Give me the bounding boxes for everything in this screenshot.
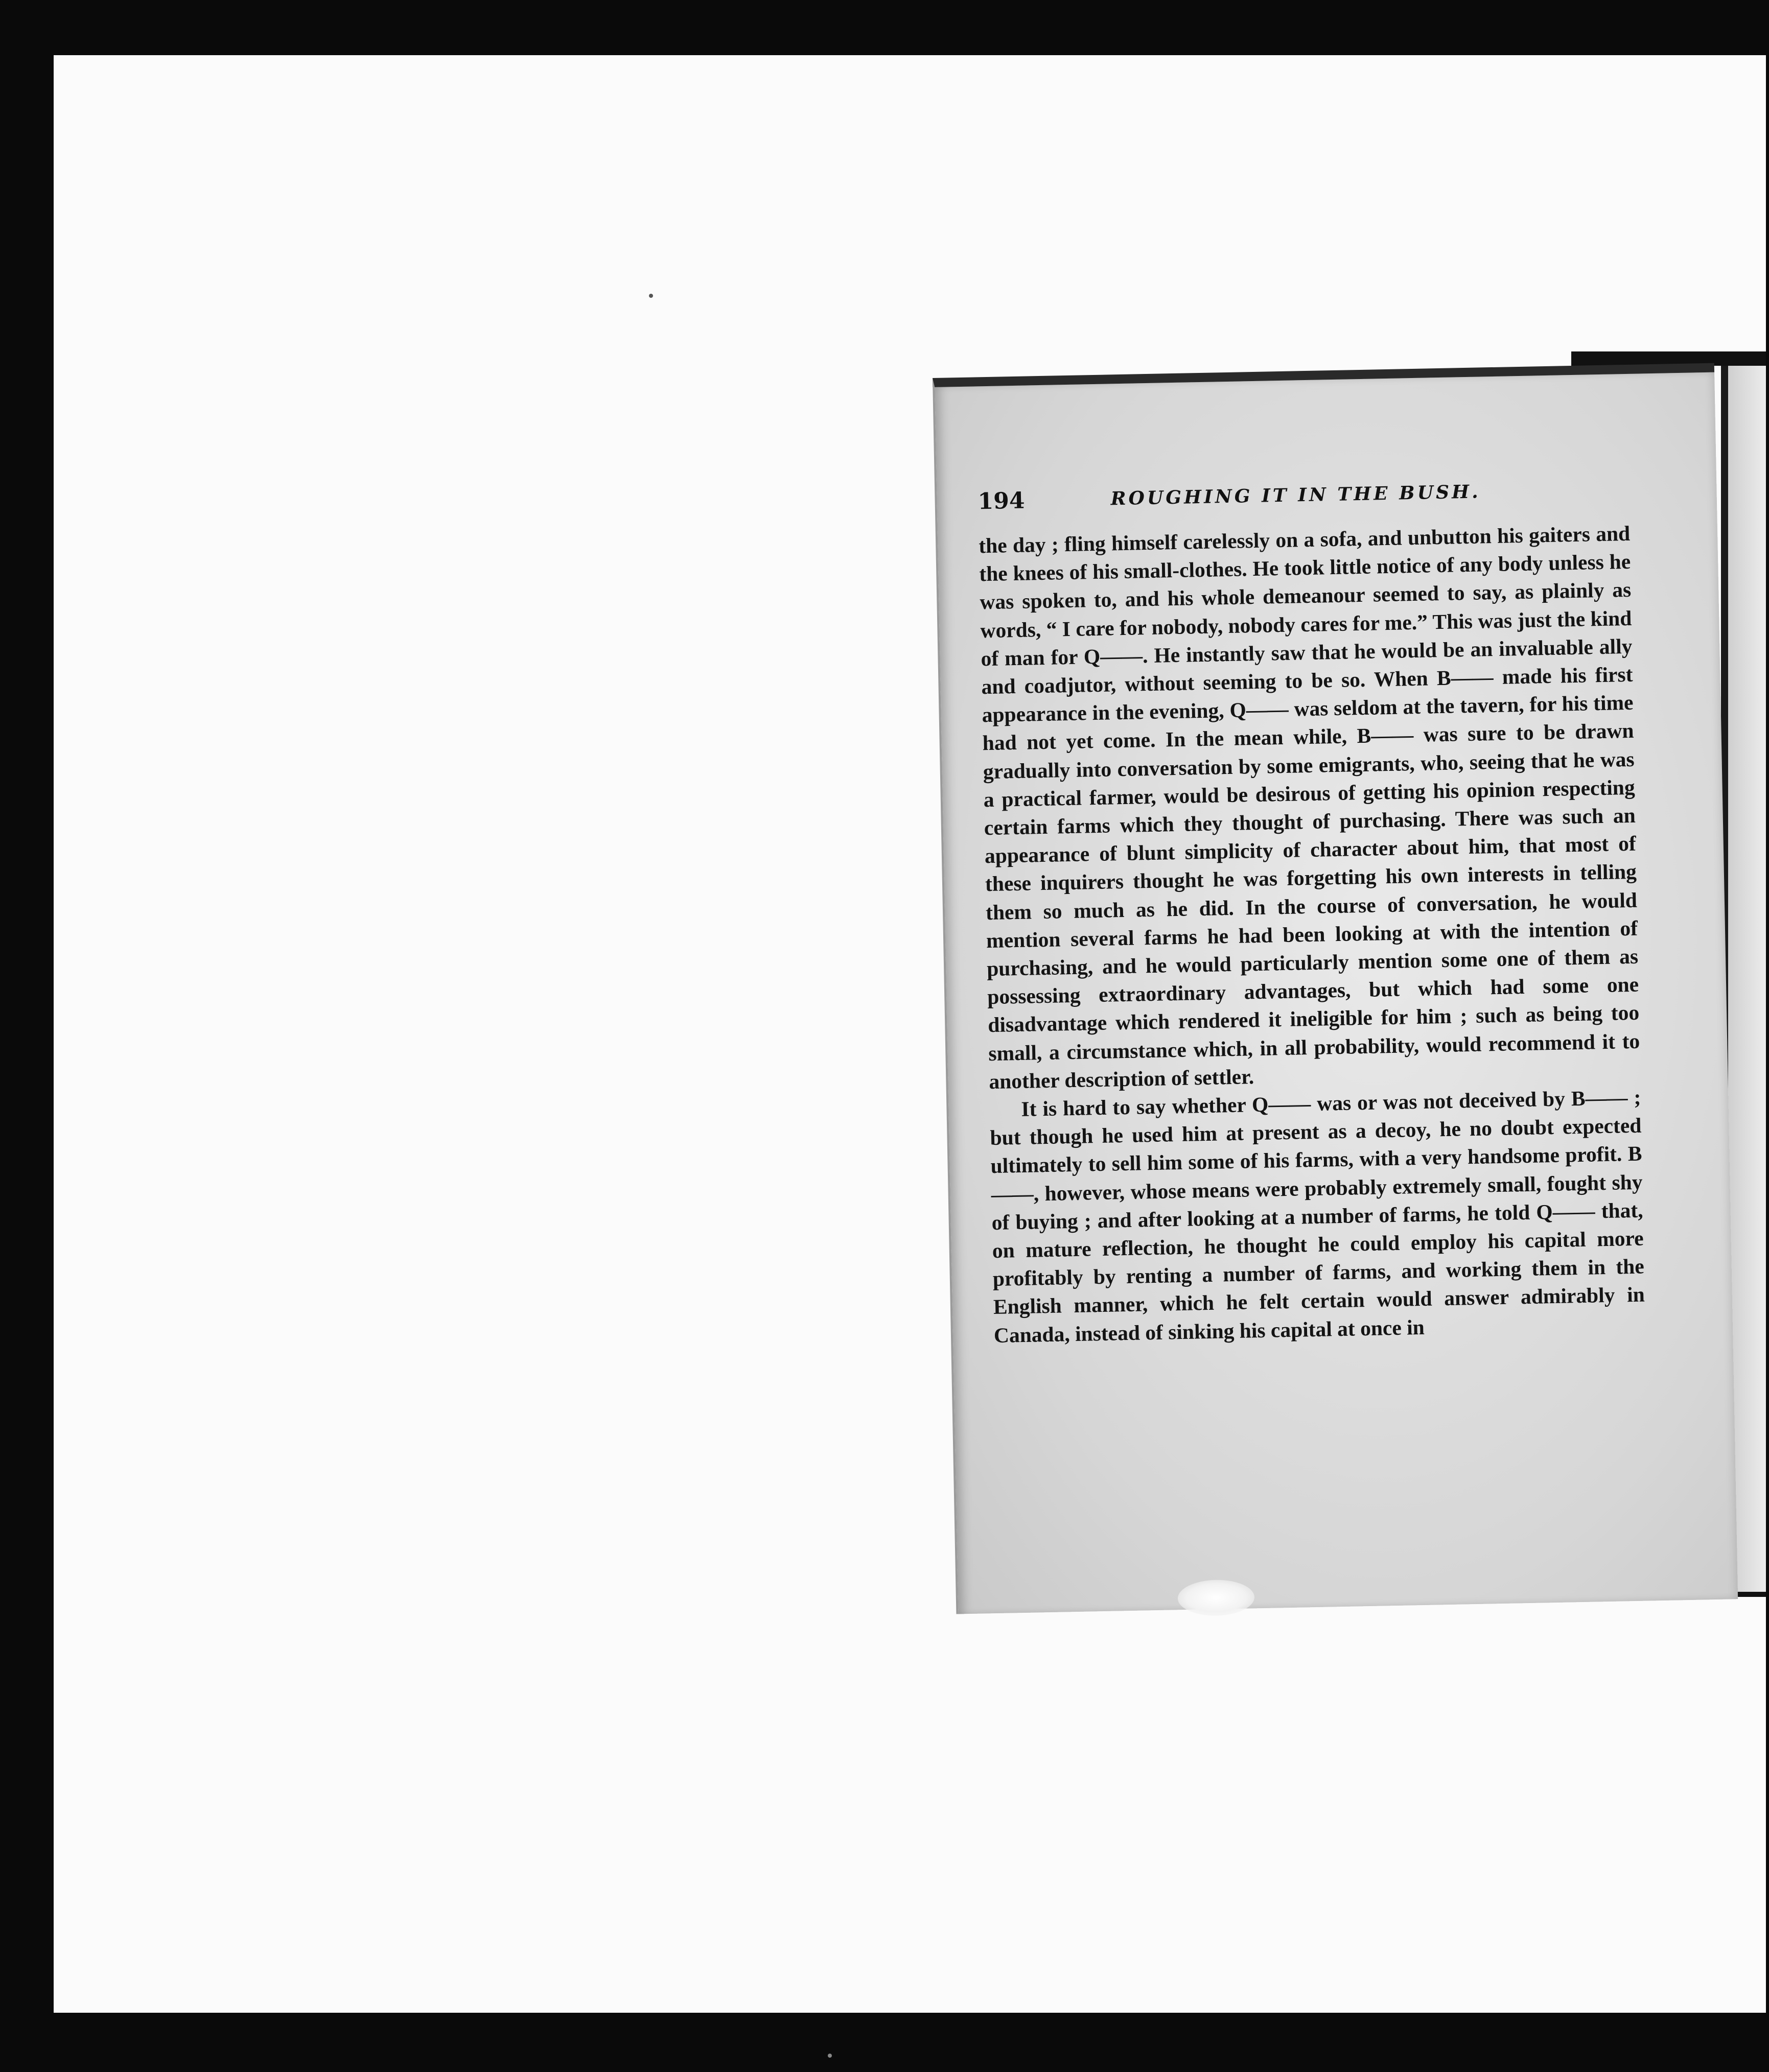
paragraph-2: It is hard to say whether Q—— was or was not deceived by B—— ; but though he used him at present as a decoy, he no doubt expected ultimately to sell him some of his farms, with a very handsome profit. B——, however, whose means were probably extremely small, fought shy of buying ; and after looking at a number of farms, he told Q—— that, on mature reflection, he thought he could employ his capital more profitably by renting a number of farms, and working them in the English manner, which he felt certain would answer admirably in Canada, instead of sinking his capital at once in [990, 1085, 1645, 1347]
book-page [933, 363, 1738, 1614]
film-speck [649, 294, 653, 298]
running-head-title: ROUGHING IT IN THE BUSH. [1110, 481, 1481, 510]
paragraph-1: the day ; fling himself carelessly on a sofa, and unbutton his gaiters and the knees of his small-clothes. He took little notice of any body unless he was spoken to, and his whole demeanour seemed to say, as plainly as words, “ I care for nobody, nobody cares for me.” This was just the kind of man for Q——. He instantly saw that he would be an invaluable ally and coadjutor, without seeming to be so. When B—— made his first appearance in the evening, Q—— was seldom at the tavern, for his time had not yet come. In the mean while, B—— was sure to be drawn gradually into conversation by some emigrants, who, seeing that he was a practical farmer, would be desirous of getting his opinion respecting certain farms which they thought of purchasing. There was such an appearance of blunt simplicity of character about him, that most of these inquirers thought he was forgetting his own interests in telling them so much as he did. In the course of conversation, he would mention several farms he had been looking at with the intention of purchasing, and he would particularly mention some one of them as possessing extraordinary advantages, but which had some one disadvantage which rendered it ineligible for him ; such as being too small, a circumstance which, in all probability, would recommend it to another description of settler. [978, 521, 1640, 1093]
page-number: 194 [977, 487, 1025, 515]
microfilm-frame-left [0, 0, 54, 2072]
microfilm-frame-top [0, 0, 1769, 55]
running-head [977, 476, 1632, 520]
microfilm-frame-right [1766, 0, 1769, 2072]
microfilm-frame-bottom [0, 2013, 1769, 2072]
page-body-text [979, 520, 1645, 1350]
film-speck [828, 2054, 832, 2058]
